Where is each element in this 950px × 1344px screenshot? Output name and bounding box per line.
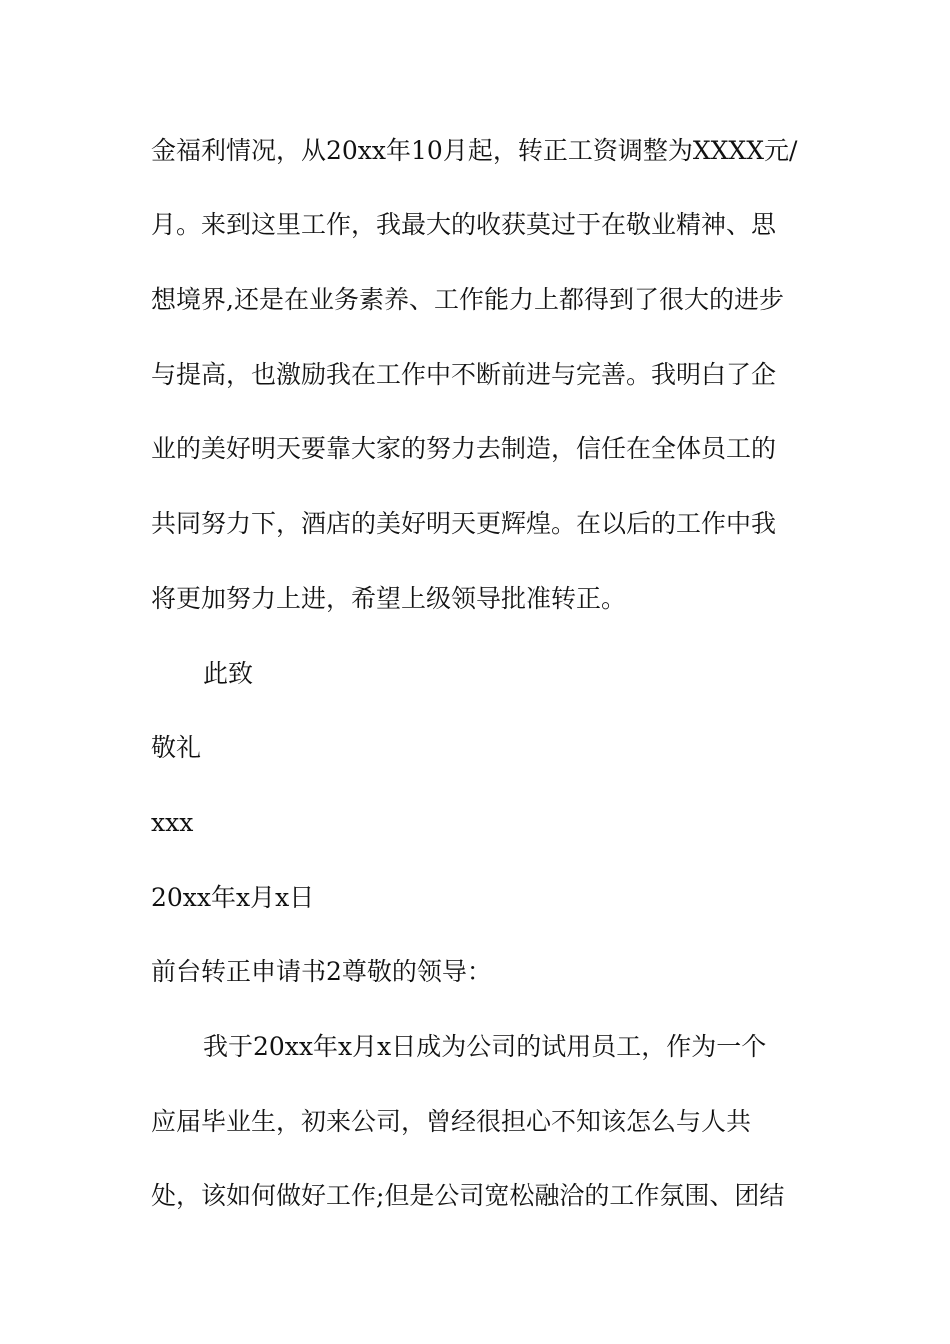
signature-name: xxx — [151, 808, 194, 837]
paragraph-line: 共同努力下，酒店的美好明天更辉煌。在以后的工作中我 — [151, 509, 777, 538]
paragraph-line: 我于20xx年x月x日成为公司的试用员工，作为一个 — [203, 1032, 767, 1061]
section-heading: 前台转正申请书2尊敬的领导： — [151, 957, 492, 986]
paragraph-line: 月。来到这里工作，我最大的收获莫过于在敬业精神、思 — [151, 210, 777, 239]
closing-salutation: 此致 — [203, 659, 254, 688]
paragraph-line: 与提高，也激励我在工作中不断前进与完善。我明白了企 — [151, 360, 777, 389]
closing-regards: 敬礼 — [151, 733, 202, 762]
signature-date: 20xx年x月x日 — [151, 883, 315, 912]
paragraph-line: 业的美好明天要靠大家的努力去制造，信任在全体员工的 — [151, 434, 777, 463]
paragraph-line: 想境界,还是在业务素养、工作能力上都得到了很大的进步 — [151, 285, 784, 314]
paragraph-line: 金福利情况，从20xx年10月起，转正工资调整为XXXX元/ — [151, 136, 798, 165]
paragraph-line: 应届毕业生，初来公司，曾经很担心不知该怎么与人共 — [151, 1107, 752, 1136]
paragraph-line: 将更加努力上进，希望上级领导批准转正。 — [151, 584, 627, 613]
paragraph-line: 处，该如何做好工作;但是公司宽松融洽的工作氛围、团结 — [151, 1181, 785, 1210]
